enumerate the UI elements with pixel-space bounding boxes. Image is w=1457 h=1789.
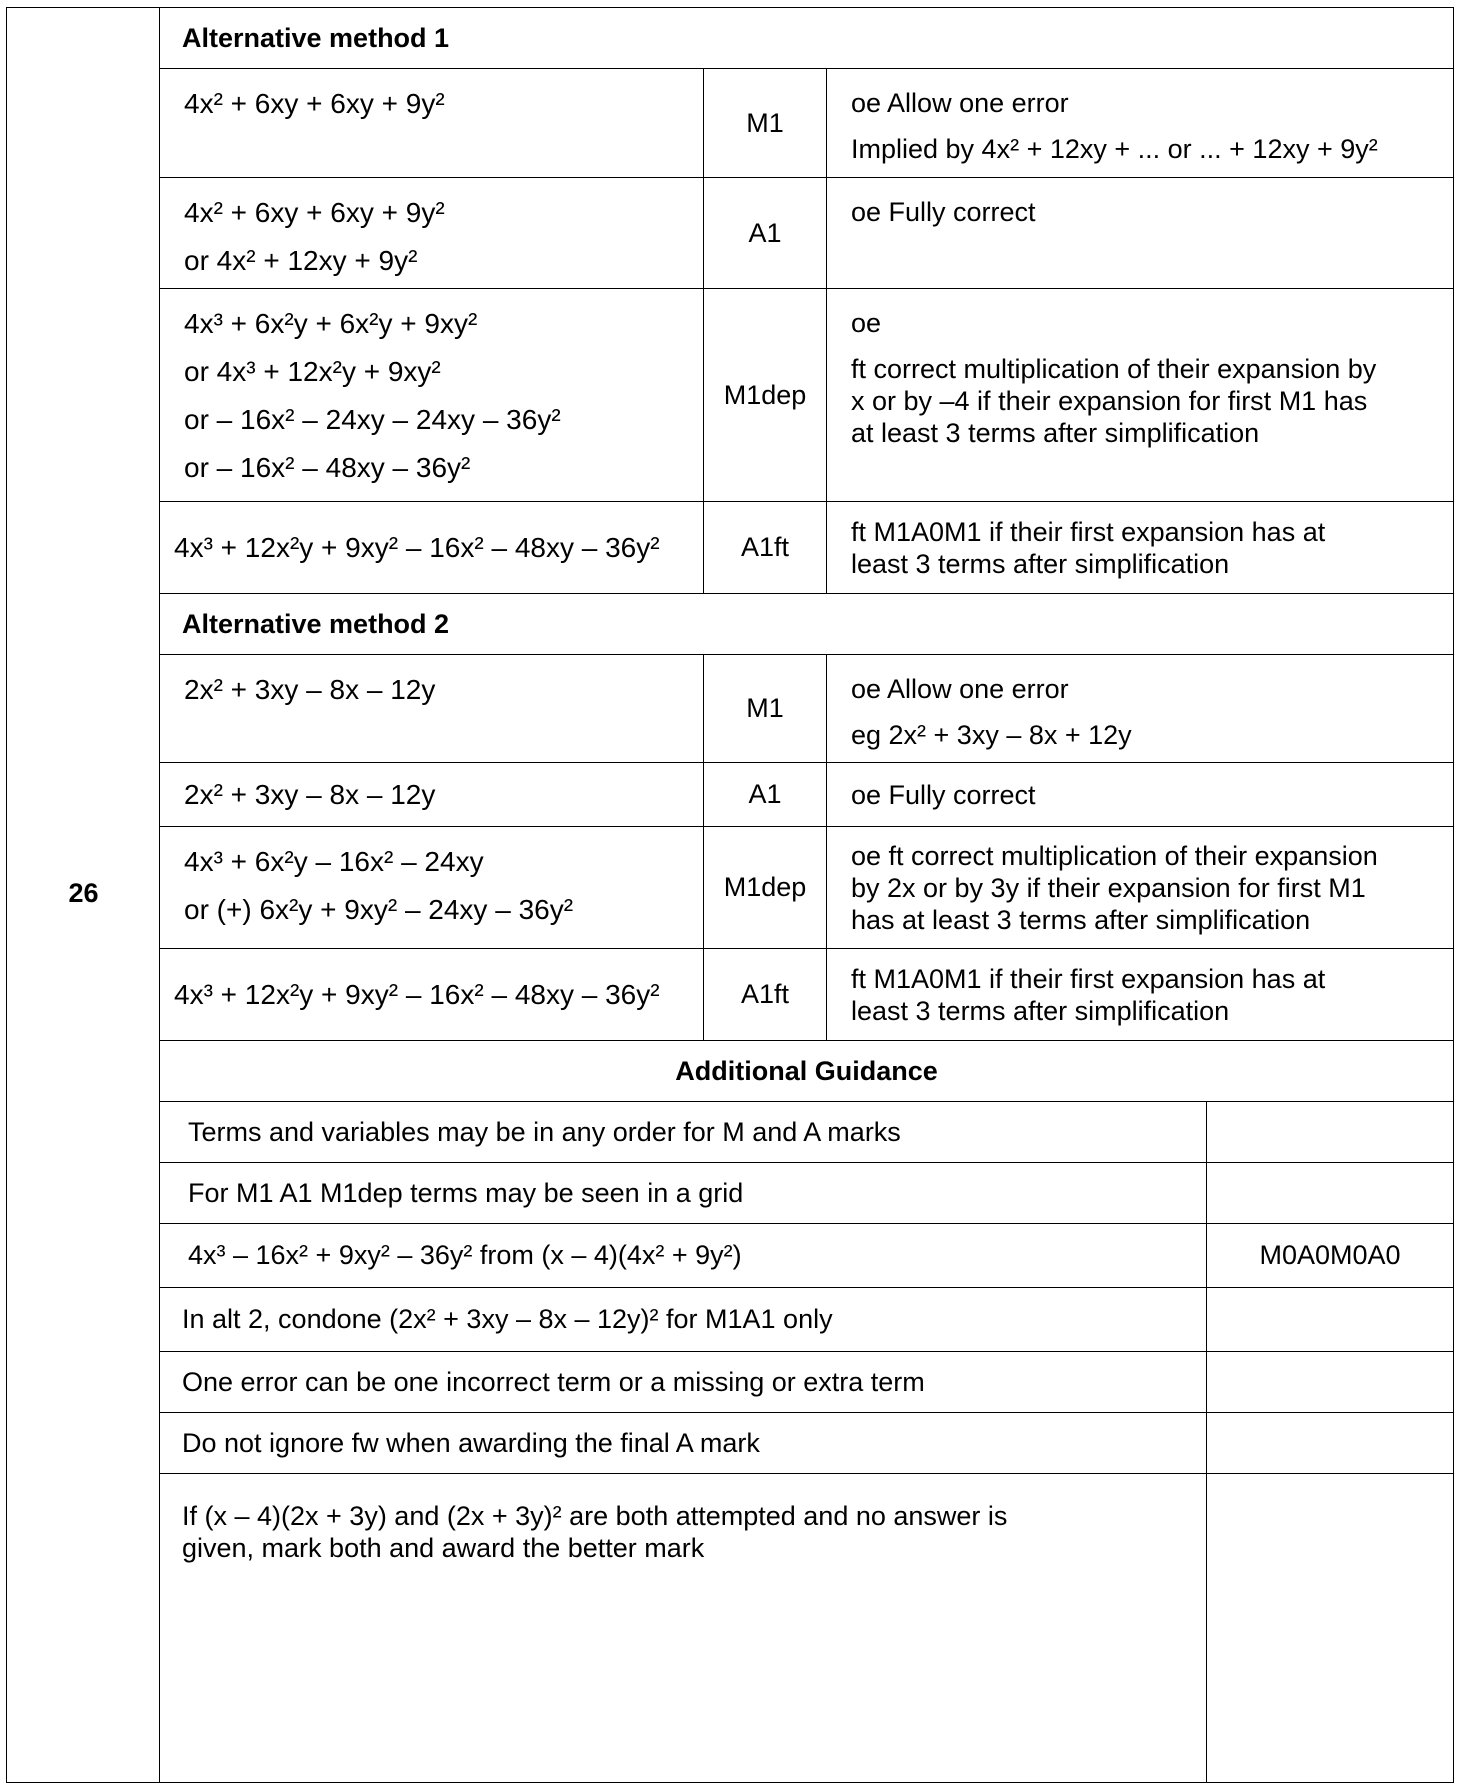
guidance-row [160,1474,1453,1782]
question-number: 26 [68,878,99,908]
mark-cell: M1dep [704,827,827,948]
comment-line: x or by –4 if their expansion for first M1 has [851,386,1368,416]
answer-line: 4x² + 6xy + 6xy + 9y² [184,88,445,119]
guidance-mark [1207,1474,1453,1782]
alt1-header-row [160,8,1453,69]
comment-line: oe ft correct multiplication of their expansion [851,840,1378,871]
guidance-mark [1207,1352,1453,1412]
answer-cell [160,69,704,177]
comment-line: ft M1A0M1 if their first expansion has at [851,516,1326,547]
guidance-line: given, mark both and award the better mark [182,1533,705,1563]
alt2-row-2 [160,763,1453,827]
guidance-row [160,1163,1453,1224]
guidance-row [160,1413,1453,1474]
answer-cell [160,289,704,501]
comment-line: oe Fully correct [851,779,1036,810]
answer-line: 4x³ + 6x²y + 6x²y + 9xy² [184,308,478,339]
answer-line: or (+) 6x²y + 9xy² – 24xy – 36y² [184,894,574,925]
alt2-title: Alternative method 2 [182,608,450,639]
answer-line: 2x² + 3xy – 8x – 12y [184,674,436,705]
comment-cell [827,289,1453,501]
comment-line: has at least 3 terms after simplification [851,904,1311,935]
guidance-mark [1207,1413,1453,1473]
answer-cell [160,763,704,826]
guidance-mark [1207,1163,1453,1223]
answer-line: 4x³ + 6x²y – 16x² – 24xy [184,846,484,877]
answer-line: or 4x² + 12xy + 9y² [184,245,418,276]
answer-cell [160,178,704,288]
comment-line: oe Fully correct [851,197,1036,227]
answer-cell [160,949,704,1040]
alt1-row-1 [160,69,1453,178]
comment-line: at least 3 terms after simplification [851,418,1260,448]
guidance-mark [1207,1102,1453,1162]
comment-line: oe [851,308,882,338]
alt2-row-3 [160,827,1453,949]
alt1-row-4 [160,502,1453,594]
comment-line: least 3 terms after simplification [851,995,1230,1026]
comment-line: oe Allow one error [851,674,1069,704]
comment-cell [827,178,1453,288]
comment-line: ft M1A0M1 if their first expansion has at [851,963,1326,994]
question-number-cell [7,8,160,1782]
comment-line: Implied by 4x² + 12xy + ... or ... + 12xy + 9y² [851,134,1378,164]
answer-cell [160,827,704,948]
comment-cell [827,763,1453,826]
answer-line: 4x² + 6xy + 6xy + 9y² [184,197,445,228]
guidance-text: Terms and variables may be in any order for M and A marks [160,1102,1207,1162]
guidance-line: If (x – 4)(2x + 3y) and (2x + 3y)² are both attempted and no answer is [182,1501,1008,1531]
comment-cell [827,502,1453,593]
comment-line: by 2x or by 3y if their expansion for first M1 [851,872,1366,903]
alt1-row-3 [160,289,1453,502]
guidance-text [160,1474,1207,1782]
mark-scheme-table [6,7,1454,1783]
guidance-row [160,1102,1453,1163]
guidance-text: In alt 2, condone (2x² + 3xy – 8x – 12y)² for M1A1 only [160,1288,1207,1351]
mark-cell: A1 [704,178,827,288]
answer-line: or 4x³ + 12x²y + 9xy² [184,356,441,387]
alt1-title: Alternative method 1 [182,22,450,53]
mark-cell: M1dep [704,289,827,501]
comment-line: least 3 terms after simplification [851,548,1230,579]
mark-cell: A1ft [704,502,827,593]
answer-line: 4x³ + 12x²y + 9xy² – 16x² – 48xy – 36y² [174,531,660,563]
mark-cell: A1 [704,763,827,826]
answer-cell [160,655,704,762]
answer-line: or – 16x² – 24xy – 24xy – 36y² [184,404,561,435]
comment-line: ft correct multiplication of their expansion by [851,354,1377,384]
mark-cell: M1 [704,655,827,762]
guidance-text: 4x³ – 16x² + 9xy² – 36y² from (x – 4)(4x² + 9y²) [160,1224,1207,1287]
comment-line: eg 2x² + 3xy – 8x + 12y [851,720,1132,750]
guidance-text: One error can be one incorrect term or a missing or extra term [160,1352,1207,1412]
alt1-row-2 [160,178,1453,289]
guidance-row [160,1352,1453,1413]
guidance-mark: M0A0M0A0 [1259,1240,1401,1270]
guidance-row [160,1224,1453,1288]
alt2-row-1 [160,655,1453,763]
mark-cell: A1ft [704,949,827,1040]
comment-cell [827,949,1453,1040]
comment-cell [827,69,1453,177]
guidance-text: For M1 A1 M1dep terms may be seen in a grid [160,1163,1207,1223]
mark-cell: M1 [704,69,827,177]
answer-line: or – 16x² – 48xy – 36y² [184,452,471,483]
guidance-header-row [160,1041,1453,1102]
guidance-text: Do not ignore fw when awarding the final A mark [160,1413,1207,1473]
answer-cell [160,502,704,593]
comment-cell [827,655,1453,762]
comment-line: oe Allow one error [851,88,1069,118]
guidance-title: Additional Guidance [675,1055,938,1086]
alt2-header-row [160,594,1453,655]
guidance-row [160,1288,1453,1352]
answer-line: 2x² + 3xy – 8x – 12y [184,778,436,810]
alt2-row-4 [160,949,1453,1041]
answer-line: 4x³ + 12x²y + 9xy² – 16x² – 48xy – 36y² [174,978,660,1010]
comment-cell [827,827,1453,948]
guidance-mark [1207,1288,1453,1351]
